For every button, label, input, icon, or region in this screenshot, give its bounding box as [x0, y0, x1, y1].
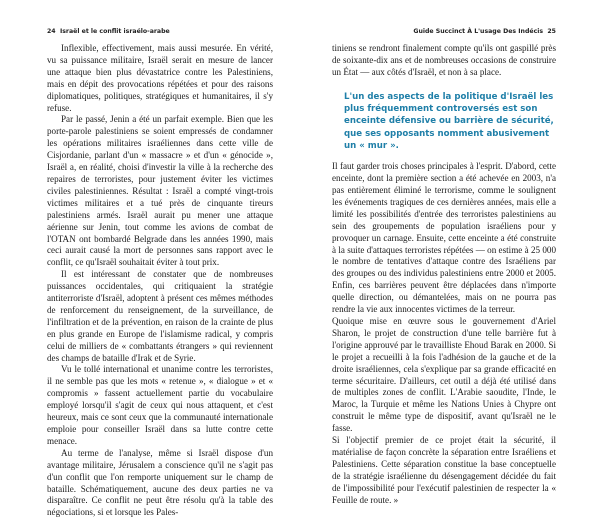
paragraph: Par le passé, Jenin a été un parfait exemple. Bien que les porte-parole palestiniens se soient empressés de condamner les opérations militaires israéliennes dans cette ville de Cisjordanie, parlant d'un « massacre » et d'un « génocide », Israël a, en réalité, choisi d'investir la ville à la recherche des repaires de terroristes, pour justement éviter les victimes civiles palestiniennes. Résultat : Israël a compté vingt-trois victimes militaires et a tué près de cinquante tireurs palestiniens armés. Israël aurait pu mener une attaque aérienne sur Jenin, tout comme les avions de combat de l'OTAN ont bombardé Belgrade dans les années 1990, mais ceci aurait causé la mort de personnes sans rapport avec le conflit, ce qu'Israël souhaitait éviter à tout prix.: [47, 114, 273, 268]
page-number: 25: [547, 28, 556, 35]
body-text: [47, 43, 273, 519]
pull-quote: L'un des aspects de la politique d'Israël les plus fréquemment controversés est son enceinte défensive ou barrière de sécurité, que ses opposants nomment abusivement un « mur ».: [344, 91, 554, 151]
paragraph: Inflexible, effectivement, mais aussi mesurée. En vérité, vu sa puissance militaire, Israël serait en mesure de lancer une attaque bien plus dévastatrice contre les Palestiniens, mais en dépit des provocations répétées et pour des raisons diplomatiques, politiques, stratégiques et humanitaires, il s'y refuse.: [47, 43, 273, 113]
running-title: Guide Succinct À L'usage Des Indécis: [413, 28, 544, 35]
paragraph: Quoique mise en œuvre sous le gouvernement d'Ariel Sharon, le projet de construction d'une telle barrière fut à l'origine approuvé par le travailliste Ehoud Barak en 2000. Si le projet a recueilli à la fois l'adhésion de la gauche et de la droite israéliennes, cela s'explique par sa grande efficacité en terme sécuritaire. D'ailleurs, cet outil a déjà été utilisé dans de multiples zones de conflit. L'Arabie saoudite, l'Inde, le Maroc, la Turquie et même les Nations Unies à Chypre ont construit le même type de dispositif, avant qu'Israël ne le fasse.: [332, 315, 556, 434]
page-number: 24: [47, 28, 56, 35]
paragraph: Au terme de l'analyse, même si Israël dispose d'un avantage militaire, Jérusalem a conscience qu'il ne s'agit pas d'un conflit que l'on remporte uniquement sur le champ de bataille. Schématiquement, aucune des deux parties ne va disparaître. Ce conflit ne peut être résolu qu'à la table des négociations, si et lorsque les Pales-: [47, 447, 273, 518]
running-title: Israël et le conflit israélo-arabe: [59, 28, 170, 35]
paragraph: Vu le tollé international et unanime contre les terroristes, il ne semble pas que les mots « retenue », « dialogue » et « compromis » fassent actuellement partie du vocabulaire employé lorsqu'il s'agit de ceux qui nous attaquent, et c'est heureux, mais ce sont ceux que la communauté internationale emploie pour conseiller Israël dans sa lutte contre cette menace.: [47, 364, 273, 446]
running-head-right: [332, 28, 556, 35]
paragraph: Si l'objectif premier de ce projet était la sécurité, il matérialise de façon concrète la séparation entre Israéliens et Palestiniens. Cette séparation constitue la base conceptuelle de la stratégie israélienne du désengagement décidée du fait de l'impossibilité pour l'exécutif palestinien de respecter la « Feuille de route. »: [332, 435, 556, 505]
running-head-left: [47, 28, 273, 35]
paragraph: tiniens se rendront finalement compte qu'ils ont gaspillé près de soixante-dix ans et de nombreuses occasions de construire un État — aux côtés d'Israël, et non à sa place.: [332, 43, 556, 77]
paragraph: Il est intéressant de constater que de nombreuses puissances occidentales, qui critiquaient la stratégie antiterroriste d'Israël, adoptent à présent ces mêmes méthodes de renforcement du renseignement, de la surveillance, de l'infiltration et de la prévention, en raison de la crainte de plus en plus grande en Europe de l'islamisme radical, y compris celui de milliers de « combattants étrangers » qui reviennent des champs de bataille d'Irak et de Syrie.: [47, 269, 273, 363]
left-page: [47, 0, 273, 518]
right-page: [332, 0, 556, 505]
body-text: [332, 43, 556, 506]
paragraph: Il faut garder trois choses principales à l'esprit. D'abord, cette enceinte, dont la première section a été achevée en 2003, n'a pas entièrement éliminé le terrorisme, comme le soulignent les événements tragiques de ces dernières années, mais elle a limité les possibilités d'entrée des terroristes palestiniens au sein des groupements de population israéliens pour y provoquer un carnage. Ensuite, cette enceinte a été construite à la suite d'attaques terroristes répétées — on estime à 25 000 le nombre de tentatives d'attaque contre des Israéliens par des groupes ou des individus palestiniens entre 2000 et 2005. Enfin, ces barrières peuvent être déplacées dans n'importe quelle direction, ou démantelées, mais on ne pourra pas rendre la vie aux innocentes victimes de la terreur.: [332, 161, 556, 315]
